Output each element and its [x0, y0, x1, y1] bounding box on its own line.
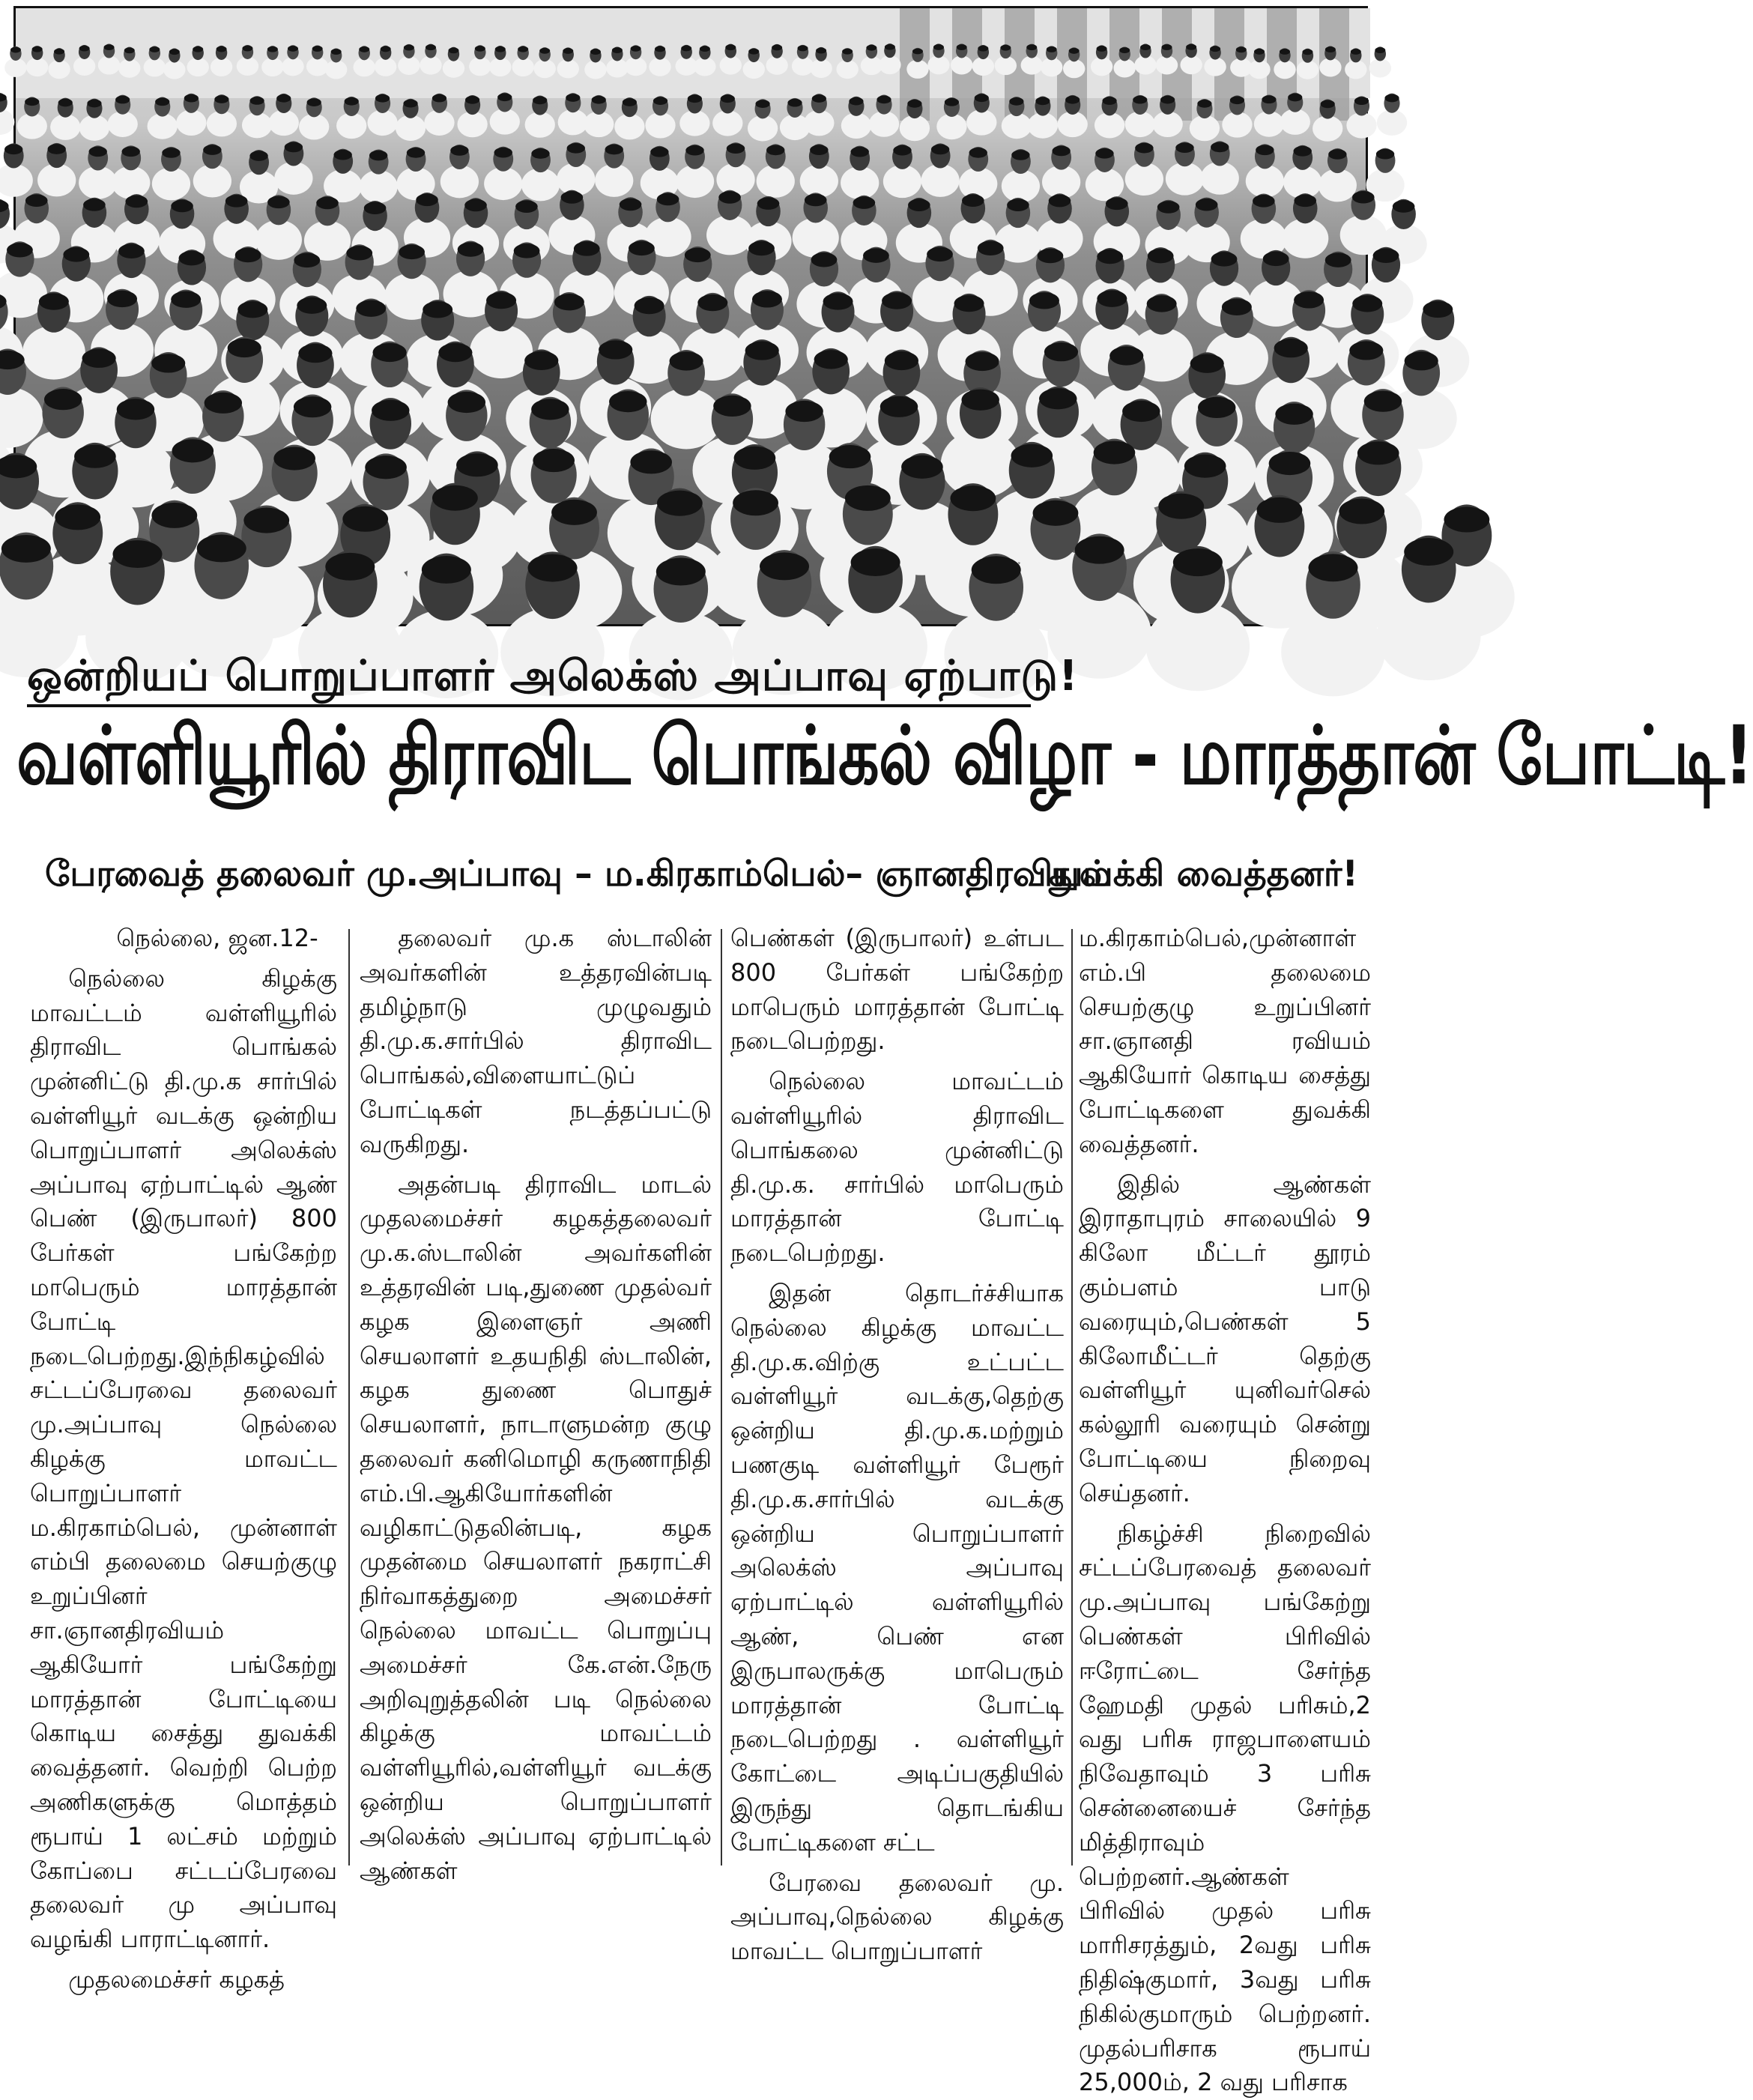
- seated-person: [921, 143, 960, 196]
- seated-person: [1002, 149, 1040, 202]
- seated-person: [424, 94, 454, 136]
- seated-person: [959, 147, 997, 200]
- seated-person: [152, 147, 190, 200]
- seated-person: [1346, 96, 1376, 138]
- subhead-right: துவக்கி வைத்தனர்!: [1049, 853, 1358, 895]
- seated-person: [79, 99, 109, 141]
- paragraph: பேரவை தலைவர் மு. அப்பாவு,நெல்லை கிழக்கு மாவட்ட பொறுப்பாளர்: [730, 1868, 1064, 1966]
- audience-photo: [13, 6, 1368, 626]
- seated-person: [112, 145, 150, 199]
- seated-person: [207, 94, 237, 136]
- article-headline: வள்ளியூரில் திராவிட பொங்கல் விழா - மாரத்தான் போட்டி!: [16, 709, 1753, 803]
- article-column-4: [1079, 922, 1371, 2097]
- article-column-2: [360, 922, 712, 1885]
- article-kicker: ஒன்றியப் பொறுப்பாளர் அலெக்ஸ் அப்பாவு ஏற்பாடு!: [27, 653, 1345, 700]
- seated-person: [716, 142, 754, 196]
- seated-person: [242, 96, 272, 138]
- seated-person: [367, 94, 397, 136]
- seated-person: [79, 145, 117, 199]
- seated-person: [1166, 142, 1204, 195]
- seated-person: [641, 146, 679, 199]
- seated-person: [299, 97, 329, 139]
- seated-person: [457, 95, 487, 137]
- seated-person: [1036, 193, 1083, 258]
- article-body: [30, 922, 1371, 2097]
- dateline: நெல்லை, ஜன.12-: [116, 924, 318, 952]
- seated-person: [679, 94, 709, 136]
- seated-person: [269, 94, 299, 136]
- seated-person: [804, 94, 834, 136]
- seated-person: [1318, 148, 1357, 202]
- column-divider: [348, 929, 350, 1866]
- seated-person: [1042, 145, 1080, 198]
- seated-person: [883, 145, 921, 198]
- seated-person: [800, 144, 838, 197]
- seated-person: [1241, 194, 1287, 259]
- crowd-illustration: [16, 8, 1370, 629]
- seated-person: [1201, 141, 1239, 194]
- paragraph: தலைவர் மு.க ஸ்டாலின் அவர்களின் உத்தரவின்படி தமிழ்நாடு முழுவதும் தி.மு.க.சார்பில் திராவிட பொங்கல்,விளையாட்டுப் போட்டிகள் நடத்தப்பட்டு வருகிறது.: [360, 924, 712, 1158]
- seated-person: [584, 95, 614, 137]
- seated-person: [793, 193, 839, 258]
- article-column-3: [730, 922, 1064, 1966]
- column-divider: [1071, 929, 1073, 1866]
- seated-person: [304, 196, 351, 261]
- paragraph: நிகழ்ச்சி நிறைவில் சட்டப்பேரவைத் தலைவர் மு.அப்பாவு பங்கேற்று பெண்கள் பிரிவில் ஈரோட்டை சேர்ந்த ஹேமதி முதல் பரிசும்,2 வது பரிசு ராஜபாளையம் நிவேதாவும் 3 பரிசு சென்னையைச் சேர்ந்த மித்திராவும் பெற்றனர்.ஆண்கள் பிரிவில் முதல் பரிசு மாரிசரத்தும், 2வது பரிசு நிதிஷ்குமார், 3வது பரிசு நிகில்குமாரும் பெற்றனர். முதல்பரிசாக ரூபாய் 25,000ம், 2 வது பரிசாக: [1079, 1519, 1371, 2097]
- seated-person: [17, 97, 47, 139]
- seated-person: [558, 93, 588, 135]
- seated-person: [521, 148, 560, 201]
- seated-person: [176, 94, 206, 136]
- column-divider: [721, 929, 722, 1866]
- seated-person: [869, 95, 899, 137]
- seated-person: [50, 98, 80, 140]
- seated-person: [324, 149, 362, 202]
- seated-person: [712, 94, 742, 136]
- seated-person: [193, 144, 231, 197]
- paragraph: ம.கிரகாம்பெல்,முன்னாள் எம்.பி தலைமை செயற்குழு உறுப்பினர் சா.ஞானதி ரவியம் ஆகியோர் கொடிய சைத்து போட்டிகளை துவக்கி வைத்தனர்.: [1079, 924, 1371, 1158]
- seated-person: [1125, 142, 1163, 196]
- seated-person: [336, 97, 366, 139]
- paragraph: நெல்லை மாவட்டம் வள்ளியூரில் திராவிட பொங்கலை முன்னிட்டு தி.மு.க. சார்பில் மாபெரும் மாரத்தான் போட்டி நடைபெற்றது.: [730, 1067, 1064, 1268]
- seated-person: [645, 96, 675, 138]
- seated-person: [1086, 148, 1124, 201]
- seated-person: [396, 147, 435, 200]
- seated-person: [1369, 46, 1391, 77]
- seated-person: [1283, 145, 1321, 199]
- seated-person: [1282, 193, 1328, 258]
- paragraph: இதன் தொடர்ச்சியாக நெல்லை கிழக்கு மாவட்ட தி.மு.க.விற்கு உட்பட்ட வள்ளியூர் வடக்கு,தெற்கு ஒன்றிய தி.மு.க.மற்றும் பணகுடி வள்ளியூர் பேரூர் தி.மு.க.சார்பில் வடக்கு ஒன்றிய பொறுப்பாளர் அலெக்ஸ் அப்பாவு ஏற்பாட்டில் வள்ளியூரில் ஆண், பெண் என இருபாலருக்கு மாபெரும் மாரத்தான் போட்டி நடைபெற்றது . வள்ளியூர் கோட்டை அடிப்பகுதியில் இருந்து தொடங்கிய போட்டிகளை சட்ட: [730, 1278, 1064, 1857]
- seated-person: [108, 95, 138, 137]
- seated-person: [841, 97, 871, 139]
- paragraph: அதன்படி திராவிட மாடல் முதலமைச்சர் கழகத்தலைவர் மு.க.ஸ்டாலின் அவர்களின் உத்தரவின் படி,துணை முதல்வர் கழக இளைஞர் அணி செயலாளர் உதயநிதி ஸ்டாலின், கழக துணை பொதுச் செயலாளர், நாடாளுமன்ற குழு தலைவர் கனிமொழி கருணாநிதி எம்.பி.ஆகியோர்களின் வழிகாட்டுதலின்படி, கழக முதன்மை செயலாளர் நகராட்சி நிர்வாகத்துறை அமைச்சர் நெல்லை மாவட்ட பொறுப்பு அமைச்சர் கே.என்.நேரு அறிவுறுத்தலின் படி நெல்லை கிழக்கு மாவட்டம் வள்ளியூரில்,வள்ளியூர் வடக்கு ஒன்றிய பொறுப்பாளர் அலெக்ஸ் அப்பாவு ஏற்பாட்டில் ஆண்கள்: [360, 1169, 712, 1885]
- seated-person: [255, 195, 302, 260]
- paragraph: இதில் ஆண்கள் இராதாபுரம் சாலையில் 9 கிலோ மீட்டர் தூரம் கும்பளம் பாடு வரையும்,பெண்கள் 5 கிலோமீட்டர் தெற்கு வள்ளியூர் யுனிவர்செல் கல்லூரி வரையும் சென்று போட்டியை நிறைவு செய்தனர்.: [1079, 1169, 1371, 1507]
- seated-person: [0, 93, 14, 135]
- seated-person: [0, 143, 33, 196]
- seated-person: [360, 149, 398, 202]
- seated-person: [595, 143, 633, 196]
- seated-person: [1246, 144, 1284, 197]
- seated-person: [37, 143, 76, 196]
- article-column-1: [30, 922, 337, 1994]
- paragraph: முதலமைச்சர் கழகத்: [68, 1964, 285, 1994]
- seated-person: [240, 150, 278, 203]
- seated-person: [614, 97, 644, 139]
- paragraph: பெண்கள் (இருபாலர்) உள்பட 800 பேர்கள் பங்கேற்ற மாபெரும் மாரத்தான் போட்டி நடைபெற்றது.: [730, 924, 1064, 1056]
- seated-person: [148, 97, 178, 139]
- seated-person: [484, 147, 522, 200]
- seated-person: [525, 96, 555, 138]
- seated-person: [676, 145, 714, 198]
- subhead-left: பேரவைத் தலைவர் மு.அப்பாவு – ம.கிரகாம்பெல்– ஞானதிரவியம்: [45, 853, 1112, 895]
- seated-person: [748, 99, 778, 141]
- seated-person: [557, 142, 595, 196]
- seated-person: [841, 146, 879, 199]
- seated-person: [396, 99, 426, 141]
- seated-person: [440, 145, 479, 198]
- seated-person: [274, 141, 312, 194]
- seated-person: [1377, 94, 1407, 136]
- seated-person: [757, 144, 795, 197]
- paragraph: நெல்லை கிழக்கு மாவட்டம் வள்ளியூரில் திராவிட பொங்கல் முன்னிட்டு தி.மு.க சார்பில் வள்ளியூர் வடக்கு ஒன்றிய பொறுப்பாளர் அலெக்ஸ் அப்பாவு ஏற்பாட்டில் ஆண் பெண் (இருபாலர்) 800 பேர்கள் பங்கேற்ற மாபெரும் மாரத்தான் போட்டி நடைபெற்றது.இந்நிகழ்வில் சட்டப்பேரவை தலைவர் மு.அப்பாவு நெல்லை கிழக்கு மாவட்ட பொறுப்பாளர் ம.கிரகாம்பெல், முன்னாள் எம்பி தலைமை செயற்குழு உறுப்பினர் சா.ஞானதிரவியம் ஆகியோர் பங்கேற்று மாரத்தான் போட்டியை கொடிய சைத்து துவக்கி வைத்தனர். வெற்றி பெற்ற அணிகளுக்கு மொத்தம் ரூபாய் 1 லட்சம் மற்றும் கோப்பை சட்டப்பேரவை தலைவர் மு அப்பாவு வழங்கி பாராட்டினார்.: [30, 963, 337, 1954]
- seated-person: [490, 92, 520, 134]
